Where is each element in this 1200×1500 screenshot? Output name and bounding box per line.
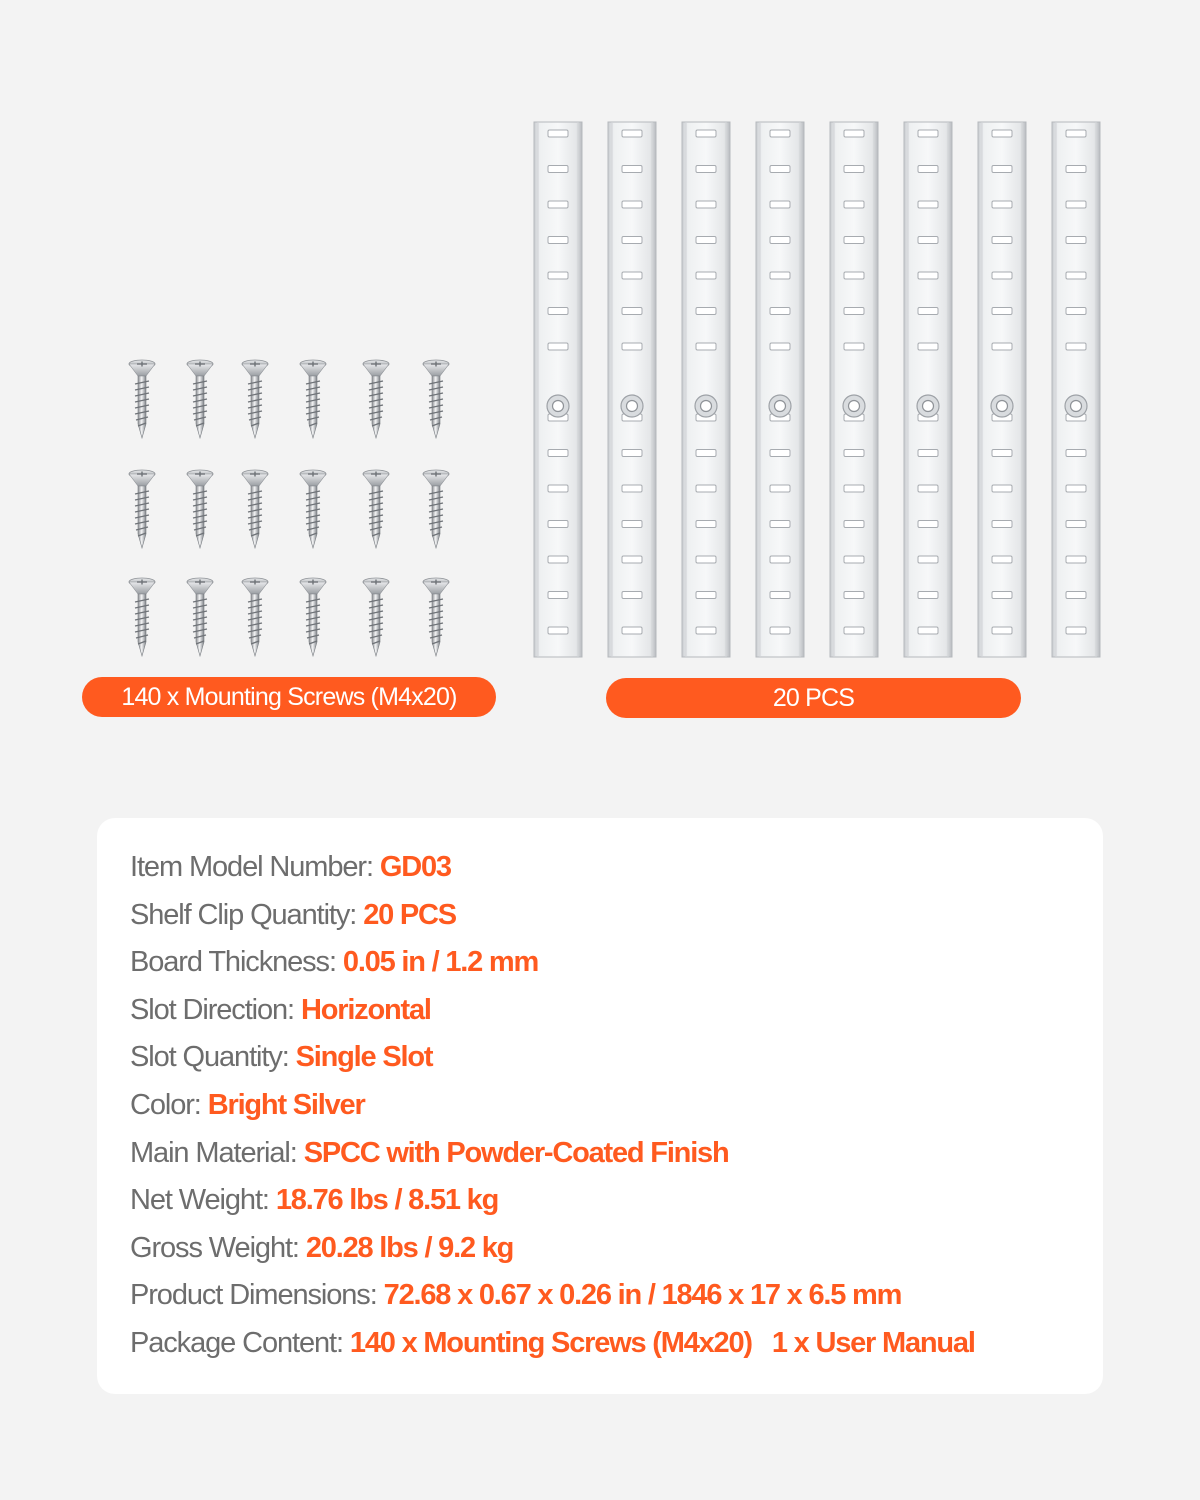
spec-label: Item Model Number: xyxy=(130,851,373,883)
spec-label: Product Dimensions: xyxy=(130,1279,377,1312)
spec-row-main-material xyxy=(130,1130,975,1178)
spec-row-clip-quantity xyxy=(130,892,975,940)
screw-icon xyxy=(187,578,213,656)
screw-icon xyxy=(363,470,389,548)
screw-icon xyxy=(187,470,213,548)
spec-row-product-dimensions xyxy=(130,1272,975,1320)
screw-icon xyxy=(242,470,268,548)
shelf-strip xyxy=(756,122,804,657)
spec-value: 72.68 x 0.67 x 0.26 in / 1846 x 17 x 6.5 mm xyxy=(383,1279,902,1312)
spec-card xyxy=(97,818,1103,1394)
screw-icon xyxy=(363,578,389,656)
spec-row-gross-weight xyxy=(130,1225,975,1273)
spec-value: 18.76 lbs / 8.51 kg xyxy=(275,1184,499,1217)
spec-value: 0.05 in / 1.2 mm xyxy=(342,946,539,979)
shelf-strip xyxy=(682,122,730,657)
screw-icon xyxy=(300,578,326,656)
shelf-strip xyxy=(978,122,1026,657)
spec-label: Shelf Clip Quantity: xyxy=(130,898,357,931)
spec-row-model-number xyxy=(130,844,975,892)
spec-label: Package Content: xyxy=(130,1326,343,1359)
shelf-strip xyxy=(608,122,656,657)
spec-list xyxy=(130,844,975,1368)
shelf-strip xyxy=(1052,122,1100,657)
screw-icon xyxy=(129,360,155,438)
screw-icon xyxy=(242,578,268,656)
mounting-screws-image xyxy=(100,350,480,670)
strips-quantity-badge: 20 PCS xyxy=(606,678,1021,718)
spec-value: 20.28 lbs / 9.2 kg xyxy=(305,1231,514,1264)
spec-value-secondary: 1 x User Manual xyxy=(771,1326,975,1359)
spec-label: Slot Direction: xyxy=(130,993,295,1026)
screw-icon xyxy=(129,578,155,656)
screws-quantity-badge: 140 x Mounting Screws (M4x20) xyxy=(82,677,496,717)
screw-icon xyxy=(423,578,449,656)
spec-value: 20 PCS xyxy=(363,898,456,931)
screw-icon xyxy=(423,470,449,548)
spec-value: GD03 xyxy=(379,851,451,883)
spec-value: Bright Silver xyxy=(207,1088,365,1121)
spec-label: Color: xyxy=(130,1088,201,1121)
spec-row-color xyxy=(130,1082,975,1130)
screw-icon xyxy=(187,360,213,438)
screw-icon xyxy=(300,470,326,548)
screw-icon xyxy=(423,360,449,438)
spec-label: Net Weight: xyxy=(130,1184,269,1217)
shelf-strip xyxy=(904,122,952,657)
shelf-strip xyxy=(830,122,878,657)
spec-label: Gross Weight: xyxy=(130,1231,299,1264)
spec-row-slot-direction xyxy=(130,987,975,1035)
spec-value: SPCC with Powder-Coated Finish xyxy=(303,1136,729,1169)
screw-icon xyxy=(300,360,326,438)
spec-label: Main Material: xyxy=(130,1136,297,1169)
screw-icon xyxy=(129,470,155,548)
screw-icon xyxy=(242,360,268,438)
spec-value: 140 x Mounting Screws (M4x20) xyxy=(349,1326,752,1359)
shelf-strip xyxy=(534,122,582,657)
spec-row-board-thickness xyxy=(130,939,975,987)
spec-row-package-content xyxy=(130,1320,975,1368)
spec-row-net-weight xyxy=(130,1177,975,1225)
spec-label: Board Thickness: xyxy=(130,946,336,979)
screw-icon xyxy=(363,360,389,438)
spec-label: Slot Quantity: xyxy=(130,1041,289,1074)
shelf-standard-strips-image xyxy=(520,115,1110,665)
spec-value: Single Slot xyxy=(295,1041,433,1074)
spec-value: Horizontal xyxy=(300,993,431,1026)
spec-row-slot-quantity xyxy=(130,1034,975,1082)
